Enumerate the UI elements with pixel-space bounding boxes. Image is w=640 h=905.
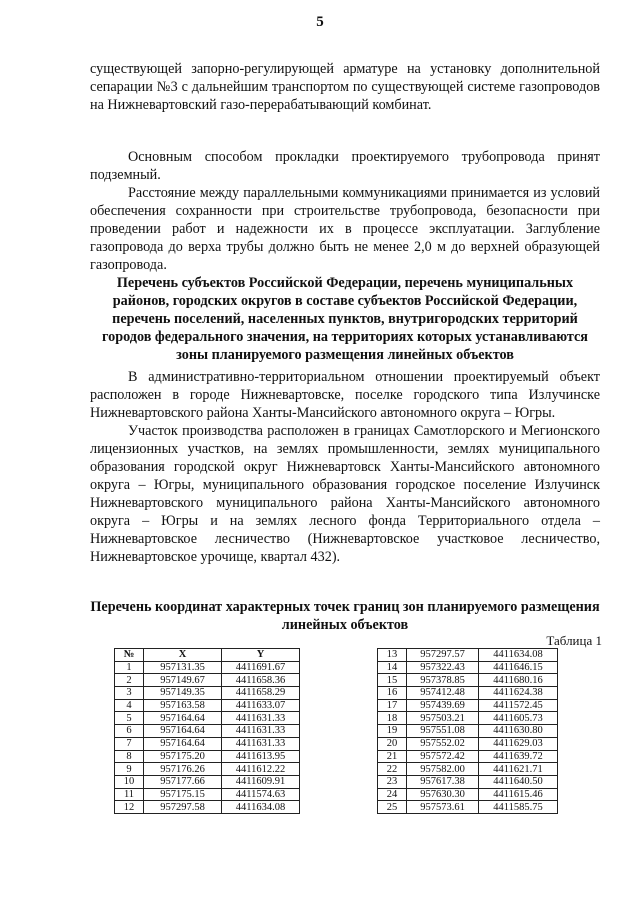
x-coordinate-cell: 957131.35	[144, 661, 222, 674]
paragraph-3-block	[90, 184, 600, 274]
y-coordinate-cell: 4411633.07	[222, 699, 300, 712]
table-row	[378, 687, 558, 700]
table-row	[378, 775, 558, 788]
table-row	[115, 674, 300, 687]
y-coordinate-cell: 4411605.73	[479, 712, 558, 725]
x-coordinate-cell: 957297.57	[407, 649, 479, 662]
paragraph-5-block	[90, 422, 600, 566]
x-coordinate-cell: 957164.64	[144, 737, 222, 750]
x-coordinate-cell: 957322.43	[407, 661, 479, 674]
x-coordinate-cell: 957573.61	[407, 801, 479, 814]
point-number-cell: 19	[378, 725, 407, 738]
y-coordinate-cell: 4411634.08	[479, 649, 558, 662]
table-row	[378, 801, 558, 814]
table-row	[115, 801, 300, 814]
x-coordinate-cell: 957163.58	[144, 699, 222, 712]
point-number-cell: 24	[378, 788, 407, 801]
point-number-cell: 16	[378, 687, 407, 700]
y-coordinate-cell: 4411621.71	[479, 763, 558, 776]
paragraph-3: Расстояние между параллельными коммуникациями принимается из условий обеспечения сохранности при строительстве трубопровода, безопасности при проведении работ и надежности их в процессе эксплуатации. Заглубление газопровода до верха трубы должно быть не менее 2,0 м до верхней образующей газопровода.	[90, 185, 600, 273]
x-coordinate-cell: 957177.66	[144, 775, 222, 788]
table-row	[378, 674, 558, 687]
header-number: №	[115, 649, 144, 662]
x-coordinate-cell: 957176.26	[144, 763, 222, 776]
table-row	[378, 661, 558, 674]
point-number-cell: 23	[378, 775, 407, 788]
point-number-cell: 14	[378, 661, 407, 674]
point-number-cell: 5	[115, 712, 144, 725]
y-coordinate-cell: 4411624.38	[479, 687, 558, 700]
y-coordinate-cell: 4411613.95	[222, 750, 300, 763]
y-coordinate-cell: 4411631.33	[222, 712, 300, 725]
point-number-cell: 10	[115, 775, 144, 788]
y-coordinate-cell: 4411630.80	[479, 725, 558, 738]
x-coordinate-cell: 957439.69	[407, 699, 479, 712]
x-coordinate-cell: 957164.64	[144, 725, 222, 738]
table-row	[115, 737, 300, 750]
table-row	[378, 737, 558, 750]
y-coordinate-cell: 4411615.46	[479, 788, 558, 801]
section-heading-coordinates: Перечень координат характерных точек границ зон планируемого размещения линейных объектов	[90, 599, 600, 633]
point-number-cell: 11	[115, 788, 144, 801]
coordinates-table-left	[114, 648, 300, 814]
point-number-cell: 17	[378, 699, 407, 712]
table-row	[378, 699, 558, 712]
point-number-cell: 25	[378, 801, 407, 814]
y-coordinate-cell: 4411646.15	[479, 661, 558, 674]
y-coordinate-cell: 4411631.33	[222, 737, 300, 750]
point-number-cell: 15	[378, 674, 407, 687]
y-coordinate-cell: 4411658.29	[222, 687, 300, 700]
y-coordinate-cell: 4411639.72	[479, 750, 558, 763]
paragraph-2-block	[90, 148, 600, 184]
x-coordinate-cell: 957149.67	[144, 674, 222, 687]
x-coordinate-cell: 957164.64	[144, 712, 222, 725]
point-number-cell: 2	[115, 674, 144, 687]
x-coordinate-cell: 957412.48	[407, 687, 479, 700]
x-coordinate-cell: 957503.21	[407, 712, 479, 725]
table-row	[378, 763, 558, 776]
y-coordinate-cell: 4411612.22	[222, 763, 300, 776]
table-caption: Таблица 1	[546, 633, 602, 648]
table-row	[378, 750, 558, 763]
point-number-cell: 12	[115, 801, 144, 814]
point-number-cell: 13	[378, 649, 407, 662]
point-number-cell: 7	[115, 737, 144, 750]
page-number: 5	[316, 14, 324, 30]
x-coordinate-cell: 957630.30	[407, 788, 479, 801]
point-number-cell: 8	[115, 750, 144, 763]
paragraph-4-block	[90, 368, 600, 422]
table-row	[378, 788, 558, 801]
x-coordinate-cell: 957551.08	[407, 725, 479, 738]
y-coordinate-cell: 4411609.91	[222, 775, 300, 788]
table-row	[115, 712, 300, 725]
y-coordinate-cell: 4411634.08	[222, 801, 300, 814]
section-heading-subjects: Перечень субъектов Российской Федерации, перечень муниципальных районов, городских округов в составе субъектов Российской Федерации, перечень поселений, населенных пунктов, внутригородских территорий городов федерального значения, на территориях которых устанавливаются зоны планируемого размещения линейных объектов	[102, 275, 588, 363]
point-number-cell: 22	[378, 763, 407, 776]
y-coordinate-cell: 4411574.63	[222, 788, 300, 801]
coordinates-table-right	[377, 648, 558, 814]
point-number-cell: 1	[115, 661, 144, 674]
point-number-cell: 9	[115, 763, 144, 776]
paragraph-5: Участок производства расположен в границах Самотлорского и Мегионского лицензионных участков, на землях промышленности, землях муниципального образования городской округ Нижневартовск Ханты-Мансийского автономного округа – Югры, муниципального образования городское поселение Излучинск Нижневартовского муниципального района Ханты-Мансийского автономного округа – Югры и на землях лесного фонда Территориального отдела – Нижневартовское лесничество (Нижневартовское участковое лесничество, Нижневартовское урочище, квартал 432).	[90, 423, 600, 565]
table-row	[115, 661, 300, 674]
point-number-cell: 3	[115, 687, 144, 700]
point-number-cell: 6	[115, 725, 144, 738]
x-coordinate-cell: 957617.38	[407, 775, 479, 788]
x-coordinate-cell: 957572.42	[407, 750, 479, 763]
table-row	[115, 763, 300, 776]
point-number-cell: 21	[378, 750, 407, 763]
x-coordinate-cell: 957175.15	[144, 788, 222, 801]
y-coordinate-cell: 4411691.67	[222, 661, 300, 674]
table-row	[378, 649, 558, 662]
table-row	[115, 687, 300, 700]
header-y: Y	[222, 649, 300, 662]
table-row	[115, 788, 300, 801]
x-coordinate-cell: 957149.35	[144, 687, 222, 700]
paragraph-4: В административно-территориальном отношении проектируемый объект расположен в городе Нижневартовске, поселке городского типа Излучинске Нижневартовского района Ханты-Мансийского автономного округа – Югры.	[90, 369, 600, 421]
x-coordinate-cell: 957297.58	[144, 801, 222, 814]
y-coordinate-cell: 4411629.03	[479, 737, 558, 750]
table-row	[378, 712, 558, 725]
y-coordinate-cell: 4411640.50	[479, 775, 558, 788]
point-number-cell: 20	[378, 737, 407, 750]
table-row	[115, 750, 300, 763]
y-coordinate-cell: 4411572.45	[479, 699, 558, 712]
paragraph-1-block	[90, 60, 600, 114]
x-coordinate-cell: 957552.02	[407, 737, 479, 750]
table-header-row	[115, 649, 300, 662]
y-coordinate-cell: 4411658.36	[222, 674, 300, 687]
point-number-cell: 4	[115, 699, 144, 712]
paragraph-2: Основным способом прокладки проектируемого трубопровода принят подземный.	[90, 149, 600, 183]
y-coordinate-cell: 4411680.16	[479, 674, 558, 687]
x-coordinate-cell: 957175.20	[144, 750, 222, 763]
table-row	[115, 775, 300, 788]
x-coordinate-cell: 957582.00	[407, 763, 479, 776]
table-row	[115, 725, 300, 738]
point-number-cell: 18	[378, 712, 407, 725]
y-coordinate-cell: 4411585.75	[479, 801, 558, 814]
header-x: X	[144, 649, 222, 662]
table-row	[378, 725, 558, 738]
paragraph-1: существующей запорно-регулирующей арматуре на установку дополнительной сепарации №3 с дальнейшим транспортом по существующей системе газопроводов на Нижневартовский газо-перерабатывающий комбинат.	[90, 61, 600, 113]
x-coordinate-cell: 957378.85	[407, 674, 479, 687]
y-coordinate-cell: 4411631.33	[222, 725, 300, 738]
table-row	[115, 699, 300, 712]
